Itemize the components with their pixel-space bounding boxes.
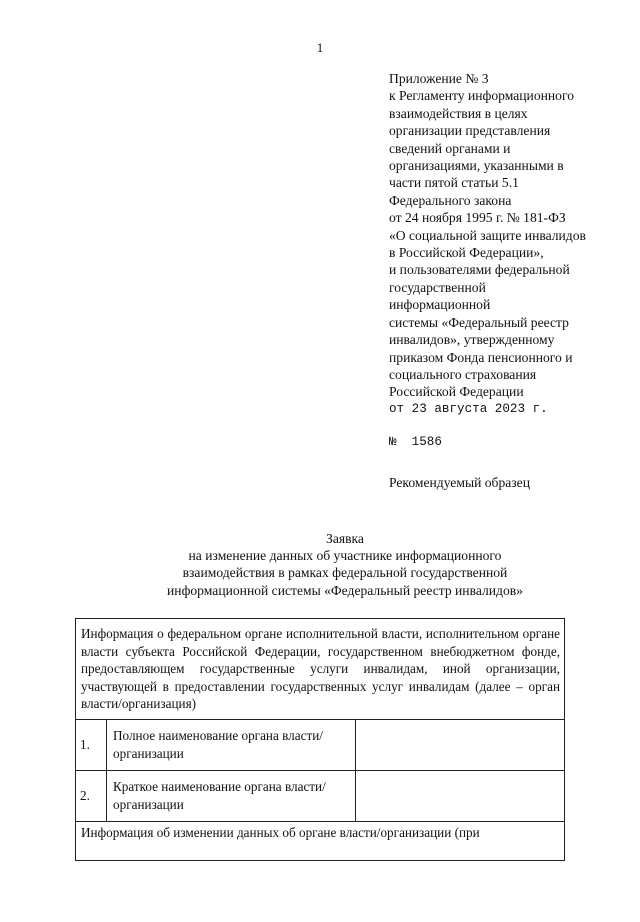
full-name-value-field[interactable]	[356, 719, 565, 770]
appendix-line: системы «Федеральный реестр	[389, 314, 569, 330]
approval-date: от 23 августа 2023 г.	[389, 401, 548, 416]
appendix-line: и пользователями федеральной	[389, 262, 570, 278]
application-form-table	[75, 618, 565, 861]
table-row	[76, 719, 565, 770]
title-heading: Заявка	[326, 531, 364, 546]
change-info-cell: Информация об изменении данных об органе власти/организации (при	[76, 821, 565, 860]
table-row	[76, 619, 565, 720]
row-number: 1.	[76, 719, 107, 770]
appendix-line: сведений органами и	[389, 140, 511, 156]
appendix-line: информационной	[389, 297, 491, 313]
appendix-line: приказом Фонда пенсионного и	[389, 349, 573, 365]
appendix-line: государственной	[389, 279, 486, 295]
appendix-line: Российской Федерации	[389, 384, 524, 400]
appendix-block	[389, 70, 629, 491]
recommended-sample-label: Рекомендуемый образец	[389, 474, 530, 490]
appendix-line: части пятой статьи 5.1	[389, 175, 519, 191]
document-title	[60, 530, 630, 599]
short-name-value-field[interactable]	[356, 770, 565, 821]
appendix-line: организациями, указанными в	[389, 158, 564, 174]
title-line: информационной системы «Федеральный реестр инвалидов»	[167, 582, 523, 598]
appendix-line: в Российской Федерации»,	[389, 245, 544, 261]
row-number: 2.	[76, 770, 107, 821]
title-line: на изменение данных об участнике информационного	[188, 548, 502, 564]
appendix-line: от 24 ноября 1995 г. № 181-ФЗ	[389, 210, 566, 226]
title-line: взаимодействия в рамках федеральной государственной	[182, 565, 508, 581]
appendix-line: Федерального закона	[389, 192, 512, 208]
intro-cell: Информация о федеральном органе исполнительной власти, исполнительном органе власти субъекта Российской Федерации, государственном внебюджетном фонде, предоставляющем государственные услуги инвалидам, иной организации, участвующей в предоставлении государственных услуг инвалидам (далее – орган власти/организация)	[76, 619, 565, 720]
appendix-line: «О социальной защите инвалидов	[389, 227, 586, 243]
appendix-line: социального страхования	[389, 366, 537, 382]
appendix-line: взаимодействия в целях	[389, 105, 528, 121]
table-row	[76, 770, 565, 821]
row-label-short-name: Краткое наименование органа власти/организации	[107, 770, 356, 821]
appendix-line: инвалидов», утвержденному	[389, 332, 555, 348]
table-row	[76, 821, 565, 860]
appendix-line: к Регламенту информационного	[389, 88, 575, 104]
order-number: № 1586	[389, 435, 442, 450]
appendix-line: организации представления	[389, 123, 551, 139]
page-number: 1	[316, 40, 324, 55]
appendix-line: Приложение № 3	[389, 71, 489, 86]
row-label-full-name: Полное наименование органа власти/организации	[107, 719, 356, 770]
